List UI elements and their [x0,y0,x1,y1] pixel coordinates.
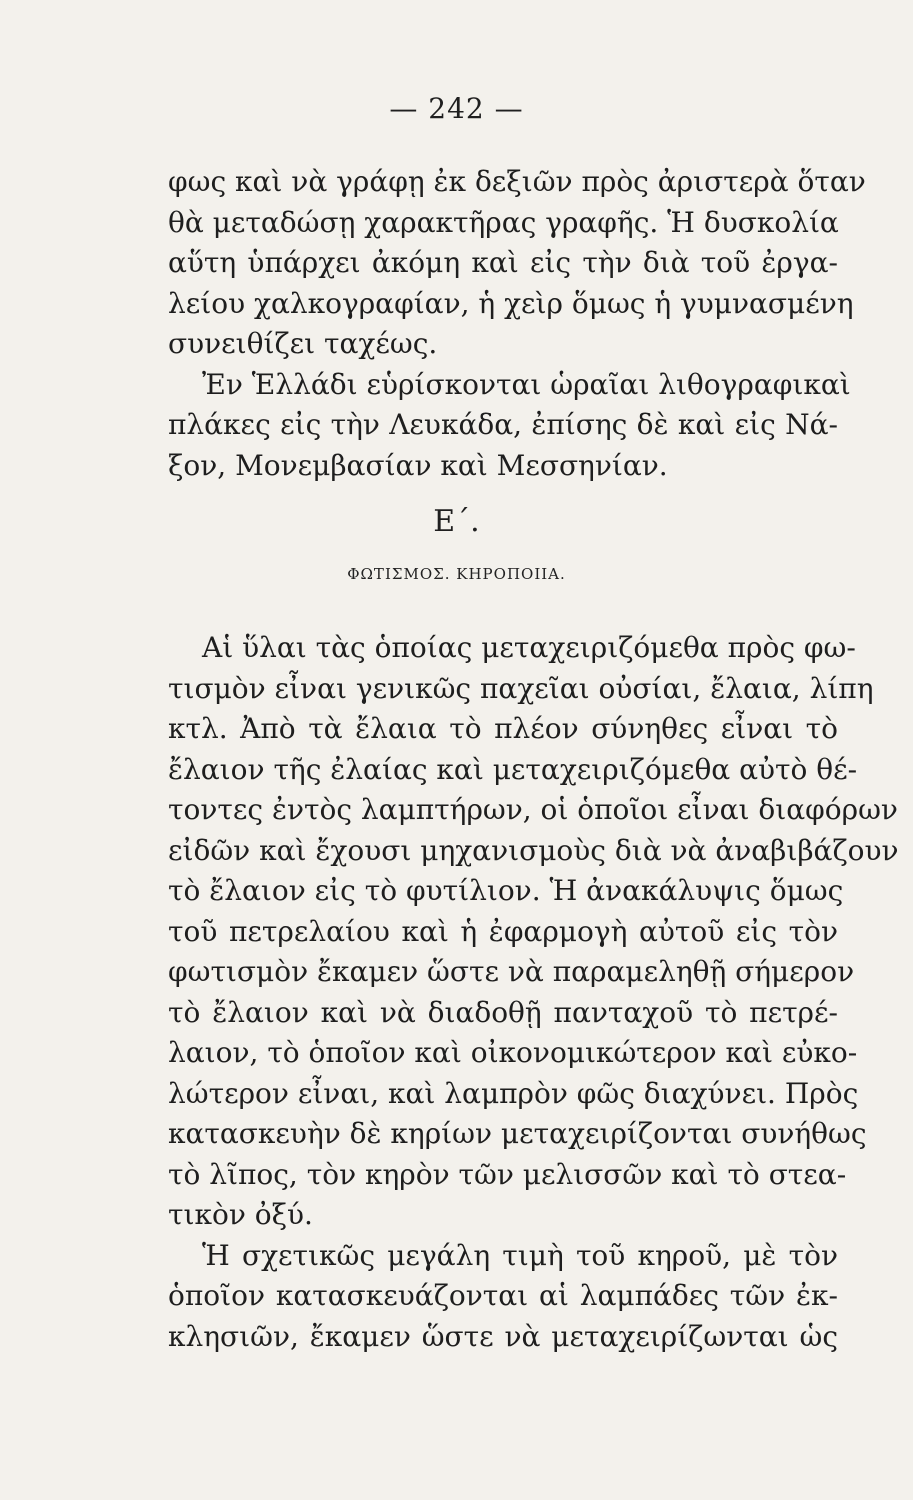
text-line: κτλ. Ἀπὸ τὰ ἔλαια τὸ πλέον σύνηθες εἶναι τὸ [168,712,838,745]
section-title: ΦΩΤΙΣΜΟΣ. ΚΗΡΟΠΟΙΙΑ. [347,565,566,583]
text-line: κλησιῶν, ἔκαμεν ὥστε νὰ μεταχειρίζωνται ὡς [168,1319,838,1353]
text-line: ξον, Μονεμβασίαν καὶ Μεσσηνίαν. [168,448,668,482]
text-line: φωτισμὸν ἔκαμεν ὥστε νὰ παραμεληθῇ σήμερον [168,955,855,988]
text-block-bottom [168,628,899,1357]
text-line: φως καὶ νὰ γράφῃ ἐκ δεξιῶν πρὸς ἀριστερὰ ὅταν [168,165,866,198]
section-letter: Ε΄. [433,504,480,539]
text-line: λείου χαλκογραφίαν, ἡ χεὶρ ὅμως ἡ γυμνασμένη [168,286,854,320]
text-line: λώτερον εἶναι, καὶ λαμπρὸν φῶς διαχύνει. Πρὸς [168,1076,859,1110]
text-line: τὸ λῖπος, τὸν κηρὸν τῶν μελισσῶν καὶ τὸ στεα- [168,1157,847,1191]
text-line: τὸ ἔλαιον εἰς τὸ φυτίλιον. Ἡ ἀνακάλυψις ὅμως [168,874,844,907]
text-line: λαιον, τὸ ὁποῖον καὶ οἰκονομικώτερον καὶ εὐκο- [168,1036,858,1069]
text-line: θὰ μεταδώσῃ χαρακτῆρας γραφῆς. Ἡ δυσκολία [168,205,839,239]
text-line: ἔλαιον τῆς ἐλαίας καὶ μεταχειριζόμεθα αὐτὸ θέ- [168,752,858,786]
text-line: τοῦ πετρελαίου καὶ ἡ ἐφαρμογὴ αὐτοῦ εἰς τὸν [168,914,838,948]
text-line: Ἡ σχετικῶς μεγάλη τιμὴ τοῦ κηροῦ, μὲ τὸν [202,1238,838,1272]
text-line: Ἐν Ἑλλάδι εὑρίσκονται ὡραῖαι λιθογραφικαὶ [202,367,851,401]
text-line: πλάκες εἰς τὴν Λευκάδα, ἐπίσης δὲ καὶ εἰς Νά- [168,408,838,441]
text-line: κατασκευὴν δὲ κηρίων μεταχειρίζονται συνήθως [168,1117,867,1150]
text-line: Αἱ ὕλαι τὰς ὁποίας μεταχειριζόμεθα πρὸς φω- [202,631,856,664]
text-line: αὕτη ὑπάρχει ἀκόμη καὶ εἰς τὴν διὰ τοῦ ἐργα- [168,246,838,279]
text-line: ὁποῖον κατασκευάζονται αἱ λαμπάδες τῶν ἐκ- [168,1279,838,1312]
text-line: τοντες ἐντὸς λαμπτήρων, οἱ ὁποῖοι εἶναι διαφόρων [168,793,898,826]
text-line: εἰδῶν καὶ ἔχουσι μηχανισμοὺς διὰ νὰ ἀναβιβάζουν [168,833,899,867]
text-line: τισμὸν εἶναι γενικῶς παχεῖαι οὐσίαι, ἔλαια, λίπη [168,671,874,705]
text-line: συνειθίζει ταχέως. [168,327,438,360]
page-number: — 242 — [389,92,524,125]
text-line: τικὸν ὀξύ. [168,1198,313,1231]
text-block-top [168,162,866,486]
text-line: τὸ ἔλαιον καὶ νὰ διαδοθῇ πανταχοῦ τὸ πετρέ- [168,995,838,1029]
